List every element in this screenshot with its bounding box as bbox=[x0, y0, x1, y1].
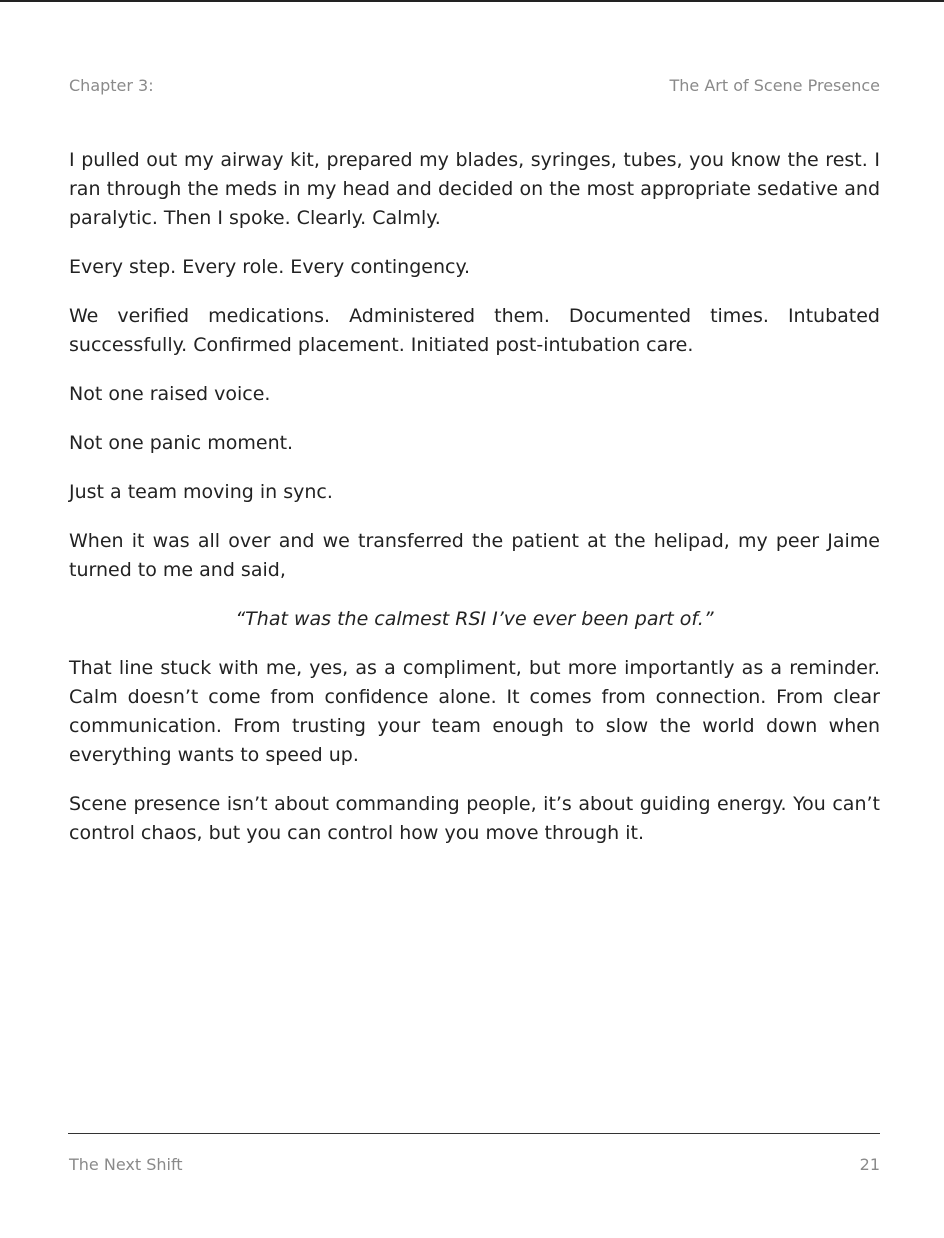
page-body bbox=[69, 146, 880, 868]
book-title: The Next Shift bbox=[69, 1155, 183, 1174]
paragraph: Not one raised voice. bbox=[69, 383, 271, 405]
paragraph: Every step. Every role. Every contingency. bbox=[69, 256, 471, 278]
running-footer bbox=[69, 1155, 880, 1174]
footer-divider bbox=[68, 1133, 880, 1134]
pull-quote: “That was the calmest RSI I’ve ever been part of.” bbox=[235, 608, 714, 630]
running-header bbox=[69, 76, 880, 95]
chapter-label: Chapter 3: bbox=[69, 76, 154, 95]
paragraph: I pulled out my airway kit, prepared my blades, syringes, tubes, you know the rest. I ran through the meds in my head and decided on the most appropriate sedative and paralytic. Then I spoke. Clearly. Calmly. bbox=[69, 149, 880, 229]
chapter-title: The Art of Scene Presence bbox=[669, 76, 880, 95]
top-border-rule bbox=[0, 0, 944, 2]
paragraph: Not one panic moment. bbox=[69, 432, 294, 454]
paragraph: Scene presence isn’t about commanding people, it’s about guiding energy. You can’t control chaos, but you can control how you move through it. bbox=[69, 793, 880, 844]
paragraph: We verified medications. Administered them. Documented times. Intubated successfully. Confirmed placement. Initiated post-intubation care. bbox=[69, 305, 880, 356]
paragraph: Just a team moving in sync. bbox=[69, 481, 333, 503]
paragraph: That line stuck with me, yes, as a compliment, but more importantly as a reminder. Calm doesn’t come from confidence alone. It comes from connection. From clear communication. From trusting your team enough to slow the world down when everything wants to speed up. bbox=[69, 657, 880, 766]
paragraph: When it was all over and we transferred the patient at the helipad, my peer Jaime turned to me and said, bbox=[69, 530, 880, 581]
page-number: 21 bbox=[859, 1155, 880, 1174]
